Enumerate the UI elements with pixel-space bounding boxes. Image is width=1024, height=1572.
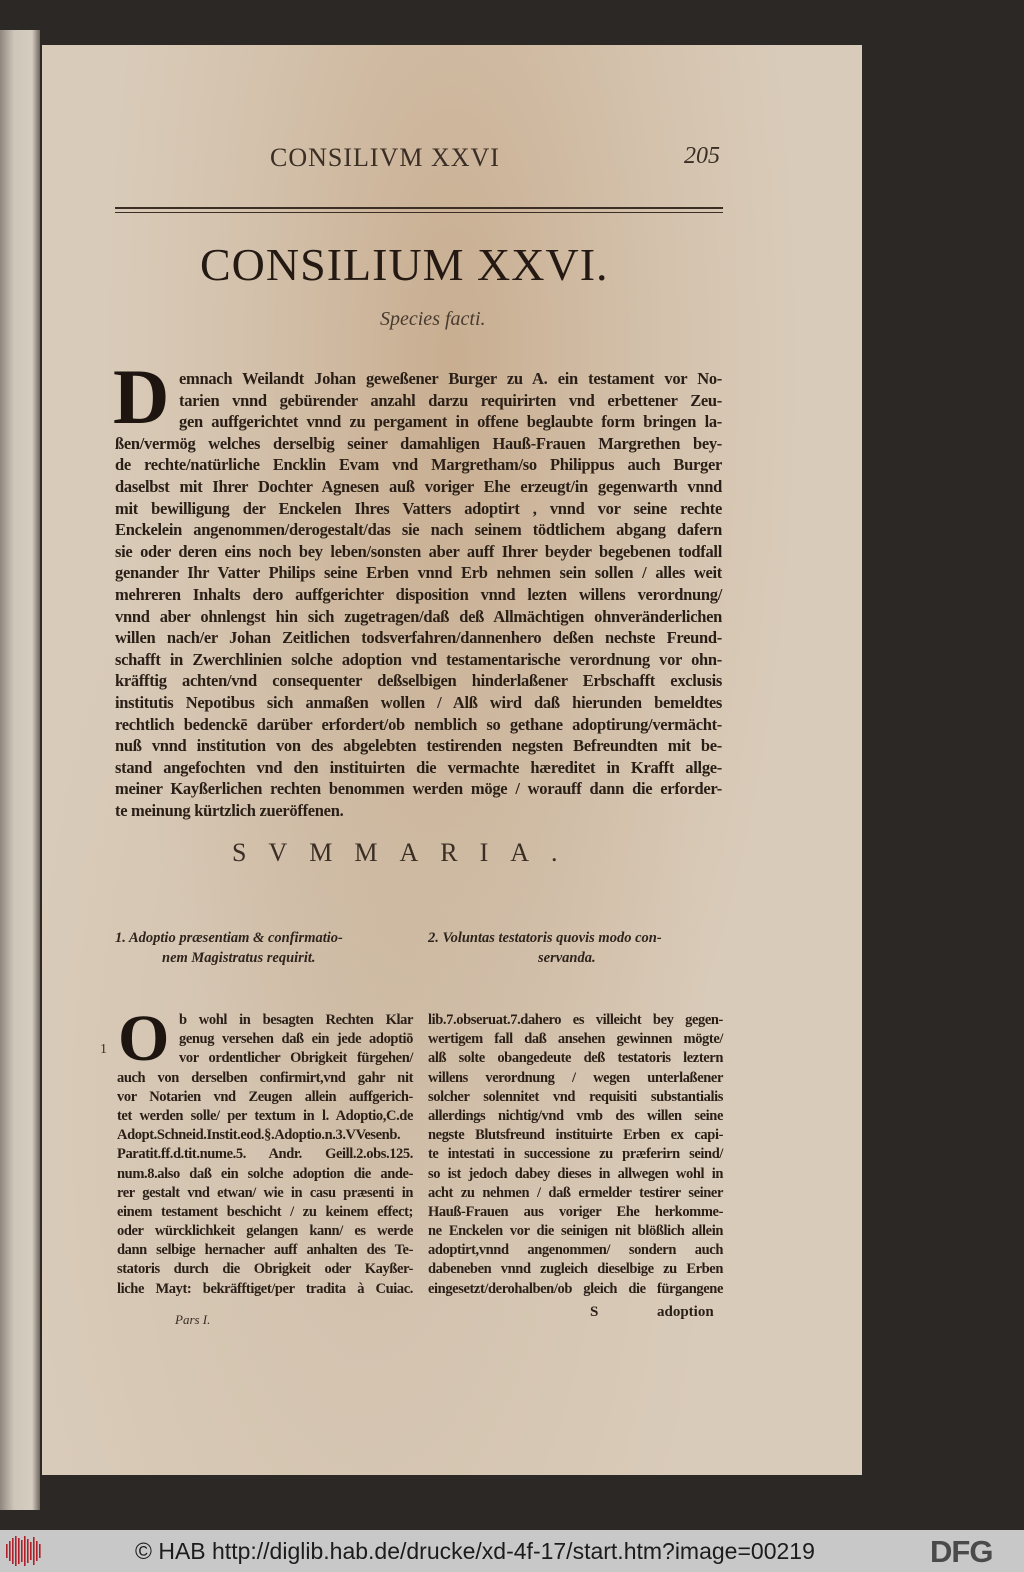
text-line: te intestati in successione zu præferirn seind/ [428, 1146, 723, 1163]
text-column-right [428, 1011, 723, 1299]
summaria-heading: SVMMARIA. [232, 838, 580, 867]
hab-logo-bar [6, 1544, 8, 1558]
text-line: alß solte obangedeute deß testatoris leztern [428, 1050, 723, 1067]
page-number: 205 [684, 143, 720, 169]
text-line: adoptirt,vnnd angenommen/ sondern auch [428, 1242, 723, 1259]
text-line: stand angefochten vnd den instituirten die vermachte hæreditet in Krafft allge- [115, 757, 722, 777]
text-line: de rechte/natürliche Encklin Evam vnd Margretham/so Philippus auch Burger [115, 455, 722, 475]
summary-line: servanda. [538, 950, 596, 966]
text-line: eingesetzt/derohalben/ob gleich die fürgangene [428, 1280, 723, 1297]
header-rule [115, 207, 723, 209]
text-line: b wohl in besagten Rechten Klar [179, 1012, 413, 1028]
text-line: vnnd aber ohnlengst hin sich zugetragen/daß deß Allmächtigen ohnveränderlichen [115, 606, 722, 626]
gathering-mark: S [590, 1304, 599, 1320]
hab-logo-icon [4, 1535, 44, 1567]
hab-logo-bar [21, 1540, 23, 1562]
hab-logo-bar [39, 1544, 41, 1558]
text-line: gen auffgerichtet vnnd zu pergament in offene beglaubte form bringen la- [179, 412, 722, 432]
summary-text: Adoptio præsentiam & confirmatio- [128, 930, 343, 946]
text-line: Enckelein angenommen/derogestalt/das sie nach seinem tödtlichem abgang dafern [115, 520, 722, 540]
book-page-edges [0, 30, 40, 1510]
margin-note-number: 1 [100, 1042, 107, 1057]
text-line: mit bewilligung der Enckelen Ihres Vatters adoptirt , vnnd vor seine rechte [115, 498, 722, 518]
drop-cap-body: D [113, 353, 170, 440]
summary-item-1 [115, 928, 415, 968]
text-line: negste Blutsfreund instituirte Erben ex capi- [428, 1127, 723, 1144]
text-line: lib.7.obseruat.7.dahero es villeicht bey gegen- [428, 1012, 723, 1028]
text-line: wertigem fall daß ansehen gewinnen mögte/ [428, 1031, 723, 1048]
text-line: statoris durch die Obrigkeit oder Kayßer- [117, 1261, 413, 1278]
text-line: genander Ihr Vatter Philips seine Erben vnnd Erb nehmen sein sollen / alles weit [115, 563, 722, 583]
hab-logo-bar [15, 1536, 17, 1566]
footer-url[interactable]: © HAB http://diglib.hab.de/drucke/xd-4f-17/start.htm?image=00219 [135, 1538, 815, 1564]
summary-number: 2. [428, 930, 439, 946]
text-line: te meinung kürtzlich zueröffenen. [115, 800, 344, 820]
text-column-left [117, 1011, 413, 1299]
text-line: oder würcklichkeit gelangen kann/ es werde [117, 1223, 413, 1240]
text-line: Hauß-Frauen aus voriger Ehe herkomme- [428, 1203, 723, 1220]
footer-bar [0, 1530, 1024, 1572]
text-line: solcher solennitet vnd requisiti substantialis [428, 1088, 723, 1105]
text-line: institutis Nepotibus sich anmaßen wollen / Alß wird daß hierunden bemeldtes [115, 692, 722, 712]
summary-number: 1. [115, 930, 126, 946]
text-line: dann selbige hernacher auff anhalten des Te- [117, 1242, 413, 1259]
hab-logo-bar [30, 1542, 32, 1560]
hab-logo-bar [9, 1541, 11, 1561]
text-line: vor ordentlicher Obrigkeit fürgehen/ [179, 1050, 413, 1067]
summary-item-2 [428, 928, 728, 968]
text-line: nuß vnnd institution von des abgelebten testirenden negsten Befreundten mit be- [115, 736, 722, 756]
hab-logo-bar [33, 1537, 35, 1565]
hab-logo-bar [36, 1541, 38, 1561]
text-line: rer gestalt vnd etwan/ wie in casu præsenti in [117, 1184, 413, 1201]
text-line: tarien vnnd gebürender anzahl darzu requirirten vnd erbettener Zeu- [179, 390, 722, 410]
hab-logo-bar [27, 1539, 29, 1563]
text-line: willen nach/er Johan Zeitlichen todsverfahren/dannenhero deßen nechste Freund- [115, 628, 722, 648]
running-head: CONSILIVM XXVI [270, 143, 500, 172]
header-rule-thin [115, 212, 723, 213]
text-line: ne Enckelen vor die seinigen nit blößlich allein [428, 1223, 723, 1240]
text-line: tet werden solle/ per textum in l. Adoptio,C.de [117, 1107, 413, 1124]
text-line: so ist jedoch dabey dieses in allwegen wohl in [428, 1165, 723, 1182]
text-line: rechtlich bedenckē darüber erfordert/ob nemblich so gethane adoptirung/vermächt- [115, 714, 722, 734]
hab-logo-bar [24, 1536, 26, 1566]
text-line: vor Notarien vnd Zeugen allein auffgerich- [117, 1088, 413, 1105]
text-line: emnach Weilandt Johan geweßener Burger zu A. ein testament vor No- [179, 369, 722, 388]
text-line: dabeneben vnnd zugleich dieselbige zu Erben [428, 1261, 723, 1278]
dfg-logo: DFG [930, 1534, 993, 1569]
text-line: ßen/vermög welches derselbig seiner damahligen Hauß-Frauen Margrethen bey- [115, 433, 722, 453]
summary-line: nem Magistratus requirit. [162, 950, 316, 966]
text-line: genug versehen daß ein jede adoptiō [179, 1031, 413, 1048]
text-line: allerdings nichtig/vnd vmb des willen seine [428, 1107, 723, 1124]
text-line: willens verordnung / wegen unterlaßener [428, 1069, 723, 1086]
text-line: auch von derselben confirmirt,vnd gahr nit [117, 1069, 413, 1086]
summary-line [115, 928, 415, 948]
text-line: schafft in Zwerchlinien solche adoption vnd testamentarische verordnung vor ohn- [115, 649, 722, 669]
chapter-title: CONSILIUM XXVI. [200, 239, 609, 290]
catchword: adoption [657, 1304, 714, 1320]
text-line: acht zu nehmen / daß ermelder testirer seiner [428, 1184, 723, 1201]
body-paragraph [115, 368, 722, 821]
text-line: Adopt.Schneid.Instit.eod.§.Adoptio.n.3.VVesenb. [117, 1127, 401, 1144]
text-line: Paratit.ff.d.tit.nume.5. Andr. Geill.2.obs.125. [117, 1146, 413, 1163]
hab-logo-bar [18, 1538, 20, 1564]
text-line: sie oder deren eins noch bey leben/sonsten aber auff Ihrer beyder begebenen todfall [115, 541, 722, 561]
text-line: meiner Kayßerlichen rechten benommen werden möge / worauff dann die erforder- [115, 779, 722, 799]
text-line: daselbst mit Ihrer Dochter Agnesen auß voriger Ehe erzeugt/in gegenwarth vnnd [115, 476, 722, 496]
text-line: mehreren Inhalts dero auffgerichter disposition vnnd lezten willens verordnung/ [115, 584, 722, 604]
text-line: kräfftig achten/vnd consequenter deßselbigen hinderlaßener Erbschafft exclusis [115, 671, 722, 691]
signature-mark: Pars I. [175, 1312, 211, 1327]
summary-text: Voluntas testatoris quovis modo con- [442, 930, 662, 946]
text-line: liche Mayt: bekräfftiget/per tradita à Cuiac. [117, 1280, 413, 1297]
chapter-subtitle: Species facti. [380, 308, 486, 330]
text-line: num.8.also daß ein solche adoption die ande- [117, 1165, 413, 1182]
hab-logo-bar [12, 1538, 14, 1564]
drop-cap-column: O [118, 1002, 170, 1075]
summary-line [428, 928, 728, 948]
text-line: einem testament beschicht / zu keinem effect; [117, 1203, 413, 1220]
